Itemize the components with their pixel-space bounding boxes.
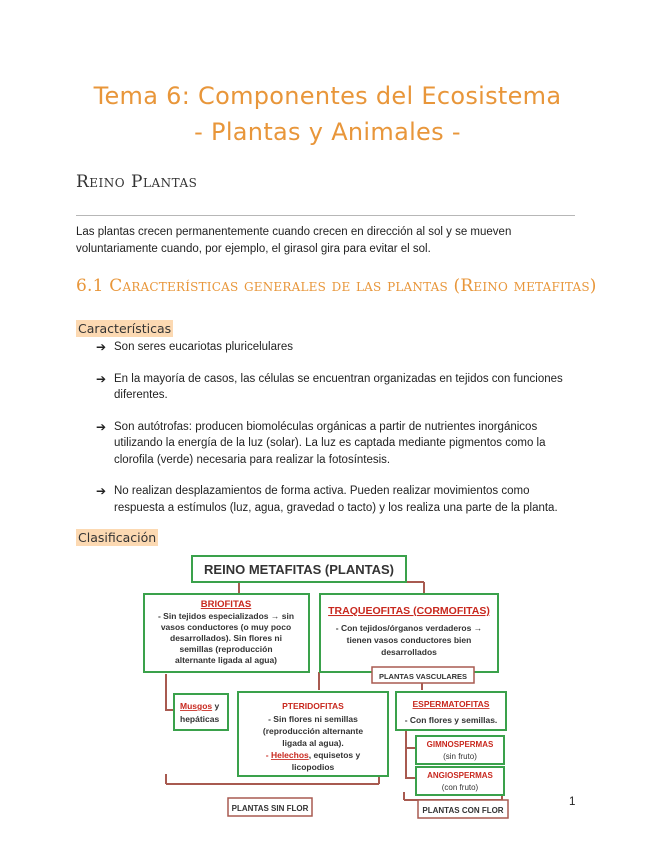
document-title-line2: - Plantas y Animales - bbox=[194, 118, 461, 146]
musgos-box bbox=[174, 694, 228, 730]
list-item-text: Son seres eucariotas pluricelulares bbox=[114, 341, 293, 353]
section-heading-6-1: 6.1 Características generales de las plantas (Reino metafitas) bbox=[76, 276, 597, 296]
plantas-con-flor-label: PLANTAS CON FLOR bbox=[422, 806, 504, 815]
page-number: 1 bbox=[569, 796, 576, 808]
briofitas-line: alternante ligada al agua) bbox=[174, 655, 278, 665]
angiospermas-sub: (con fruto) bbox=[441, 783, 479, 792]
briofitas-line: desarrollados). Sin flores ni bbox=[170, 633, 282, 643]
document-title-line1: Tema 6: Componentes del Ecosistema bbox=[93, 82, 562, 110]
musgos-line: Musgos y bbox=[180, 701, 220, 711]
helechos-line: - Helechos, equisetos y bbox=[265, 750, 361, 760]
caracteristicas-label: Características bbox=[78, 321, 172, 336]
list-item bbox=[96, 483, 576, 516]
briofitas-line: - Sin tejidos especializados → sin bbox=[157, 611, 295, 621]
clasificacion-label: Clasificación bbox=[78, 530, 157, 545]
gimnospermas-title: GIMNOSPERMAS bbox=[426, 740, 494, 749]
list-item bbox=[96, 371, 576, 404]
arrow-icon: ➔ bbox=[96, 371, 107, 386]
list-item-text: No realizan desplazamientos de forma activa. Pueden realizar movimientos como respuesta a estímulos (luz, agua, gravedad o tacto) y los realiza una parte de la planta. bbox=[114, 485, 558, 514]
section-divider bbox=[76, 215, 575, 216]
list-item-text: En la mayoría de casos, las células se encuentran organizadas en tejidos con funciones diferentes. bbox=[114, 372, 563, 401]
list-item-text: Son autótrofas: producen biomoléculas orgánicas a partir de nutrientes inorgánicos utilizando la energía de la luz (solar). La luz es captada mediante pigmentos como la clorofila (verde) necesaria para realizar la fotosíntesis. bbox=[114, 420, 546, 466]
angiospermas-title: ANGIOSPERMAS bbox=[427, 771, 493, 780]
pteridofitas-line: ligada al agua). bbox=[282, 738, 344, 748]
plantas-sin-flor-label: PLANTAS SIN FLOR bbox=[231, 804, 309, 813]
section-heading-reino-plantas: Reino Plantas bbox=[76, 172, 198, 192]
list-item bbox=[96, 339, 576, 356]
licopodios-label: licopodios bbox=[291, 762, 335, 772]
plantas-vasculares-label: PLANTAS VASCULARES bbox=[378, 672, 468, 681]
briofitas-title: BRIOFITAS bbox=[200, 599, 252, 610]
pteridofitas-line: (reproducción alternante bbox=[262, 726, 364, 736]
arrow-icon: ➔ bbox=[96, 340, 107, 354]
arrow-icon: ➔ bbox=[96, 484, 107, 498]
list-item bbox=[96, 419, 576, 469]
classification-diagram bbox=[134, 552, 519, 820]
briofitas-line: semillas (reproducción bbox=[179, 644, 273, 654]
arrow-icon: ➔ bbox=[96, 419, 107, 434]
intro-paragraph: Las plantas crecen permanentemente cuando crecen en dirección al sol y se mueven voluntariamente cuando, por ejemplo, el girasol gira para evitar el sol. bbox=[76, 226, 512, 255]
briofitas-line: vasos conductores (o muy poco bbox=[160, 622, 292, 632]
traqueofitas-title: TRAQUEOFITAS (CORMOFITAS) bbox=[328, 605, 490, 617]
traqueofitas-line: tienen vasos conductores bien bbox=[346, 635, 472, 645]
traqueofitas-line: desarrollados bbox=[381, 647, 437, 657]
espermatofitas-title: ESPERMATOFITAS bbox=[412, 699, 490, 709]
pteridofitas-line: - Sin flores ni semillas bbox=[268, 714, 358, 724]
root-label: REINO METAFITAS (PLANTAS) bbox=[204, 562, 394, 577]
gimnospermas-sub: (sin fruto) bbox=[443, 752, 477, 761]
espermatofitas-line: - Con flores y semillas. bbox=[404, 715, 498, 725]
pteridofitas-title: PTERIDOFITAS bbox=[282, 701, 344, 711]
traqueofitas-line: - Con tejidos/órganos verdaderos → bbox=[335, 623, 483, 633]
hepaticas-label: hepáticas bbox=[180, 714, 220, 724]
caracteristicas-list bbox=[96, 339, 576, 531]
